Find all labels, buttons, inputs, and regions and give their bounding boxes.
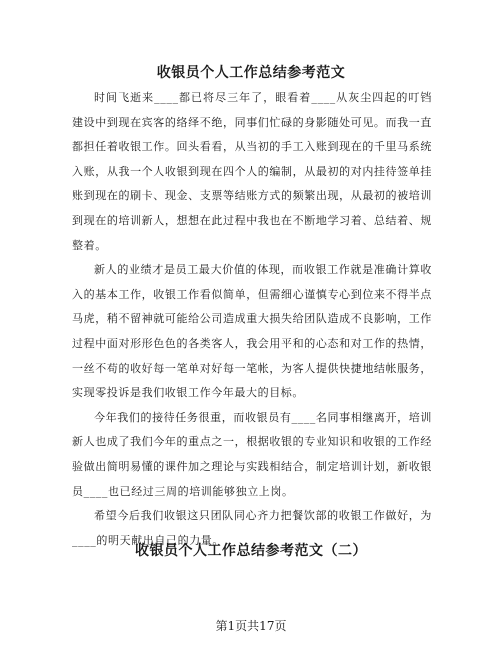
paragraph-4: 希望今后我们收银这只团队同心齐力把餐饮部的收银工作做好，为____的明天献出自己的力量。: [72, 509, 432, 547]
page-number: 第1页共17页: [215, 619, 287, 633]
paragraph-1: 时间飞逝来____都已将尽三年了，眼看着____从灰尘四起的叮铛建设中到现在宾客的络绎不绝，同事们忙碌的身影随处可见。而我一直都担任着收银工作。回头看看，从当初的手工入账到现在的千里马系统入账，从我一个人收银到现在四个人的编制，从最初的对内挂待签单挂账到现在的刷卡、现金、支票等结账方式的频繁出现，从最初的被培训到现在的培训新人，想想在此过程中我也在不断地学习着、总结着、规整着。: [72, 91, 432, 252]
document-body: [72, 86, 432, 553]
paragraph-3: 今年我们的接待任务很重，而收银员有____名同事相继离开，培训新人也成了我们今年的重点之一，根据收银的专业知识和收银的工作经验做出简明易懂的课件加之理论与实践相结合，制定培训计划，新收银员____也已经过三周的培训能够独立上岗。: [72, 410, 432, 498]
section-title: 收银员个人工作总结参考范文（二）: [135, 543, 367, 559]
page-title: 收银员个人工作总结参考范文: [156, 65, 346, 81]
paragraph-2: 新人的业绩才是员工最大价值的体现，而收银工作就是准确计算收入的基本工作，收银工作看似简单，但需细心谨慎专心到位来不得半点马虎，稍不留神就可能给公司造成重大损失给团队造成不良影响，工作过程中面对形形色色的各类客人，我会用平和的心态和对工作的热情，一丝不苟的收好每一笔单对好每一笔帐，为客人提供快捷地结帐服务，实现零投诉是我们收银工作今年最大的目标。: [72, 263, 432, 400]
